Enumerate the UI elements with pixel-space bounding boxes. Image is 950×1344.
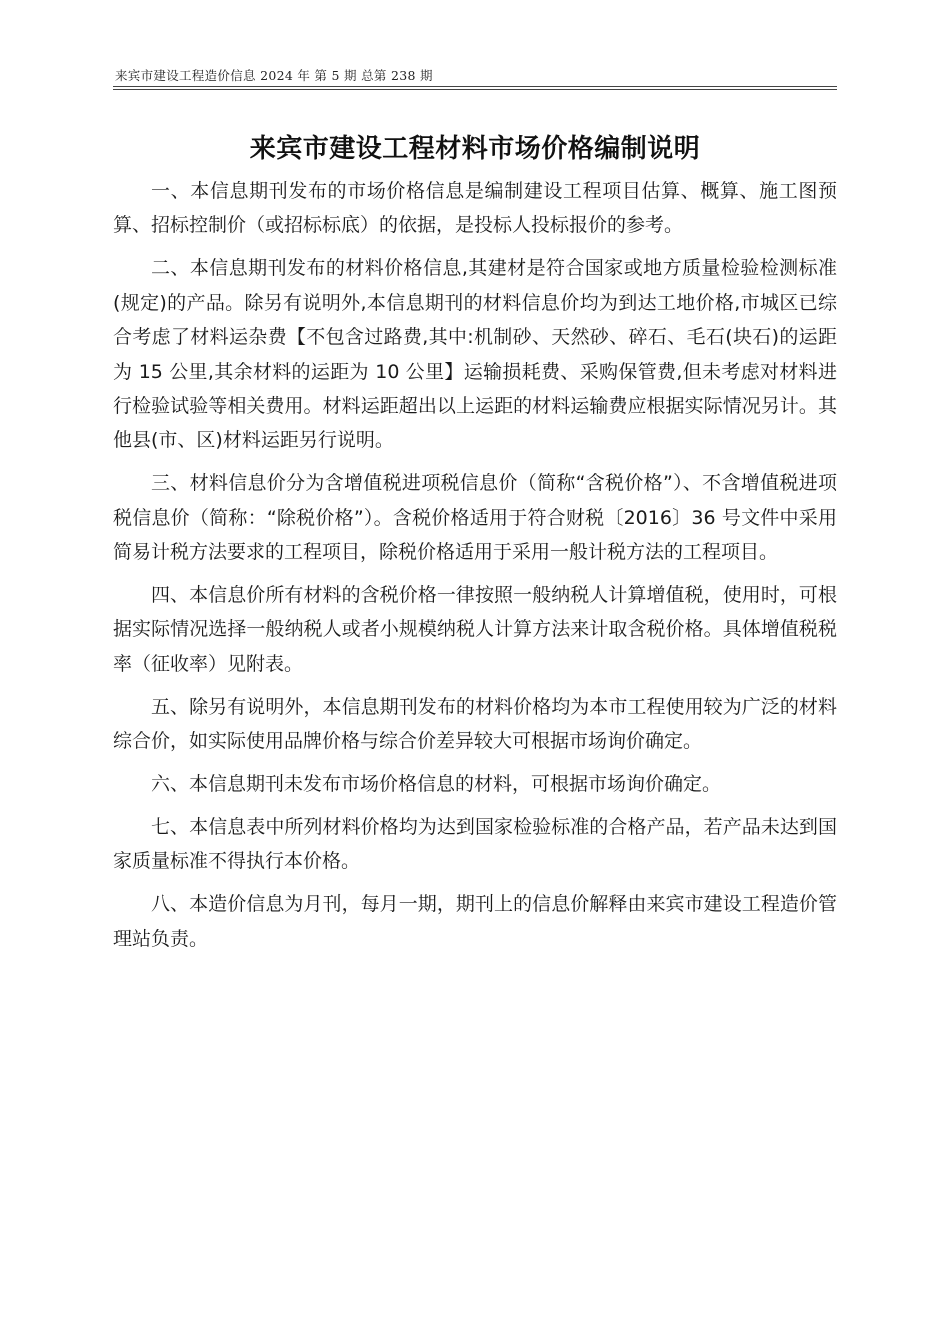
running-header: 来宾市建设工程造价信息 2024 年 第 5 期 总第 238 期 (115, 68, 433, 83)
paragraph-7: 七、本信息表中所列材料价格均为达到国家检验标准的合格产品，若产品未达到国家质量标准不得执行本价格。 (113, 815, 837, 873)
paragraph-4: 四、本信息价所有材料的含税价格一律按照一般纳税人计算增值税，使用时，可根据实际情况选择一般纳税人或者小规模纳税人计算方法来计取含税价格。具体增值税税率（征收率）见附表。 (113, 583, 837, 675)
paragraph-2: 二、本信息期刊发布的材料价格信息,其建材是符合国家或地方质量检验检测标准(规定)的产品。除另有说明外,本信息期刊的材料信息价均为到达工地价格,市城区已综合考虑了材料运杂费【不包含过路费,其中:机制砂、天然砂、碎石、毛石(块石)的运距为 15 公里,其余材料的运距为 10 公里】运输损耗费、采购保管费,但未考虑对材料进行检验试验等相关费用。材料运距超出以上运距的材料运输费应根据实际情况另计。其他县(市、区)材料运距另行说明。 (113, 257, 837, 452)
paragraph-6: 六、本信息期刊未发布市场价格信息的材料，可根据市场询价确定。 (151, 773, 722, 795)
paragraph-3: 三、材料信息价分为含增值税进项税信息价（简称“含税价格”）、不含增值税进项税信息价（简称：“除税价格”）。含税价格适用于符合财税〔2016〕36 号文件中采用简易计税方法要求的工程项目，除税价格适用于采用一般计税方法的工程项目。 (113, 472, 837, 564)
document-body (113, 174, 837, 965)
paragraph-8: 八、本造价信息为月刊，每月一期，期刊上的信息价解释由来宾市建设工程造价管理站负责。 (113, 893, 837, 950)
paragraph-1: 一、本信息期刊发布的市场价格信息是编制建设工程项目估算、概算、施工图预算、招标控制价（或招标标底）的依据，是投标人投标报价的参考。 (113, 180, 837, 237)
paragraph-5: 五、除另有说明外，本信息期刊发布的材料价格均为本市工程使用较为广泛的材料综合价，如实际使用品牌价格与综合价差异较大可根据市场询价确定。 (113, 695, 837, 753)
header-rule-bottom (113, 89, 837, 90)
header-rule-top (113, 86, 837, 87)
document-title: 来宾市建设工程材料市场价格编制说明 (249, 134, 701, 164)
